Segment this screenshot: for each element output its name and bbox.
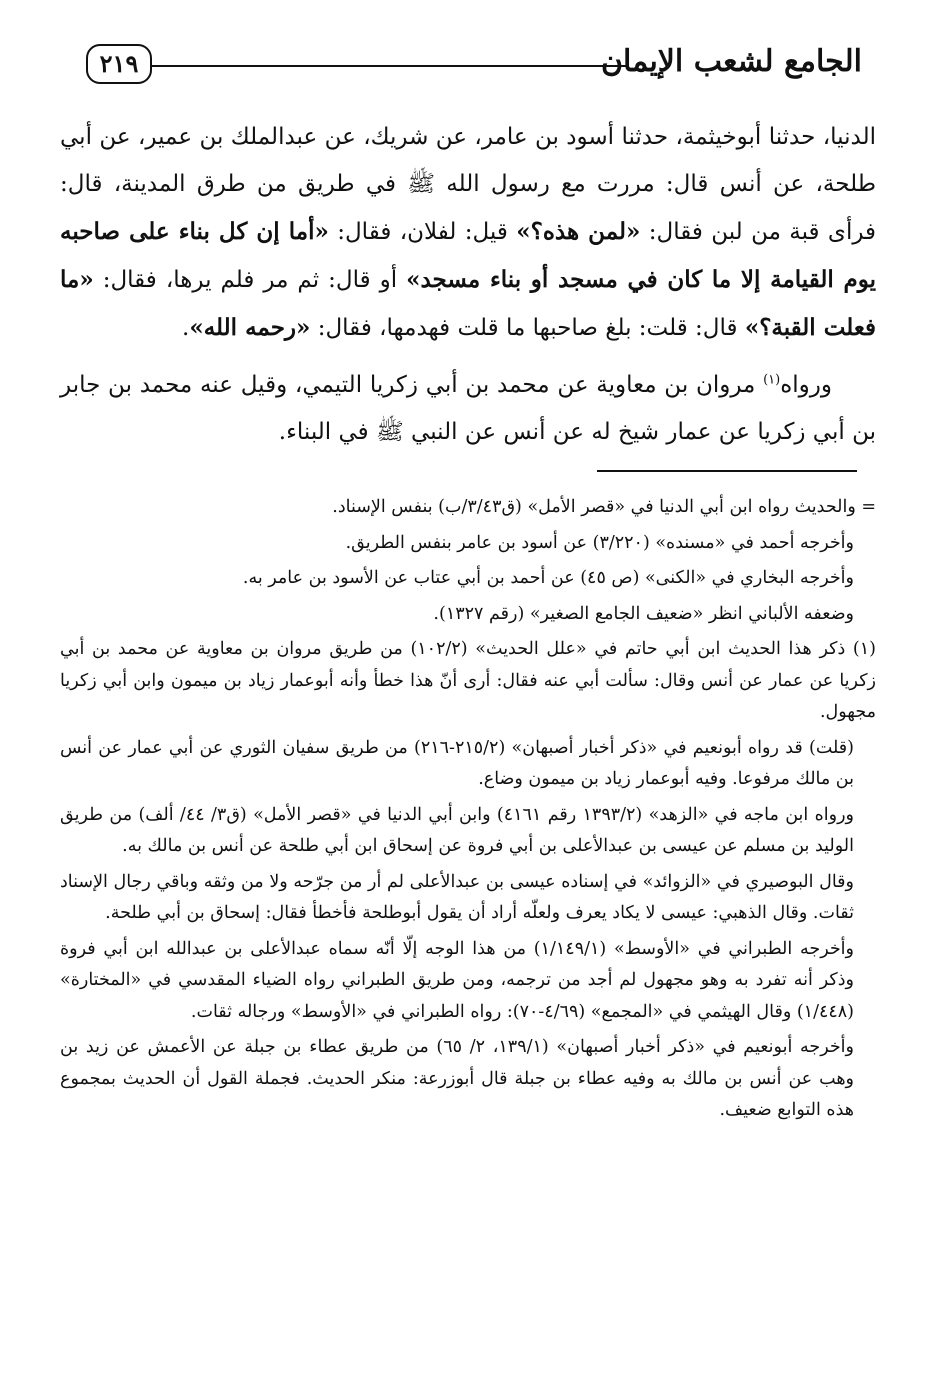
main-paragraph-2 [60, 362, 876, 456]
hadith-quote: «أما إن كل بناء على صاحبه يوم القيامة إلا ما كان في مسجد أو بناء مسجد» [60, 218, 876, 293]
footnote-paragraph: = والحديث رواه ابن أبي الدنيا في «قصر الأمل» (ق٣/٤٣/ب) بنفس الإسناد. [332, 497, 876, 517]
main-text [60, 114, 876, 456]
header-rule [152, 65, 626, 67]
footnote-paragraph: وقال البوصيري في «الزوائد» في إسناده عيسى بن عبدالأعلى لم أر من جرّحه ولا من وثقه وباقي رجال الإسناد ثقات. وقال الذهبي: عيسى لا يكاد يعرف ولعلّه أراد أن يقول أبوطلحة فأخطأ فقال: إسحاق بن أبي طلحة. [60, 871, 854, 923]
footnotes [60, 492, 876, 1131]
footnote-paragraph: وضعفه الألباني انظر «ضعيف الجامع الصغير» (رقم ١٣٢٧). [433, 603, 854, 624]
hadith-quote: «ما فعلت القبة؟» [60, 266, 876, 341]
footnote-paragraph: (١) ذكر هذا الحديث ابن أبي حاتم في «علل الحديث» (١٠٢/٢) من طريق مروان بن معاوية عن محمد بن أبي زكريا عن عمار عن أنس وقال: سألت أبي عنه فقال: أرى أنّ هذا خطأ وأنه أبوعمار زياد بن ميمون وابن أبي زكريا مجهول. [60, 639, 876, 722]
footnote-paragraph: وأخرجه أحمد في «مسنده» (٣/٢٢٠) عن أسود بن عامر بنفس الطريق. [345, 532, 854, 553]
footnote-paragraph: ورواه ابن ماجه في «الزهد» (١٣٩٣/٢ رقم ٤١٦١) وابن أبي الدنيا في «قصر الأمل» (ق٣/ ٤٤/ ألف) من طريق الوليد بن مسلم عن عيسى بن عبدالأعلى بن أبي فروة عن إسحاق ابن أبي طلحة عن أنس بن مالك به. [60, 804, 854, 856]
footnote-paragraph: وأخرجه أبونعيم في «ذكر أخبار أصبهان» (١٣٩/١، ٢/ ٦٥) من طريق عطاء بن جبلة عن الأعمش عن زيد بن وهب عن أنس بن مالك به وفيه عطاء بن جبلة قال أبوزرعة: منكر الحديث. فجملة القول أن الحديث بمجموع هذه التوابع ضعيف. [60, 1037, 854, 1120]
footnote-marker: (١) [763, 372, 781, 388]
narration-text: الدنيا، حدثنا أبوخيثمة، حدثنا أسود بن عامر، عن شريك، عن عبدالملك بن عمير، عن أبي طلحة، عن أنس قال: مررت مع رسول الله ﷺ في طريق من طرق المدينة، قال: فرأى قبة من لبن فقال: [60, 124, 877, 245]
hadith-quote: «لمن هذه؟» [516, 218, 641, 245]
page-header [86, 38, 862, 98]
footnote-paragraph: (قلت) قد رواه أبونعيم في «ذكر أخبار أصبهان» (٢١٥/٢-٢١٦) من طريق سفيان الثوري عن أبي عمار عن أنس بن مالك مرفوعا. وفيه أبوعمار زياد بن ميمون وضاع. [60, 737, 854, 789]
narration-text: أو قال: ثم مر فلم يرها، فقال: [93, 267, 407, 293]
page-number: ٢١٩ [86, 44, 152, 84]
narration-text: مروان بن معاوية عن محمد بن أبي زكريا التيمي، وقيل عنه محمد بن جابر بن أبي زكريا عن عمار شيخ له عن أنس عن النبي ﷺ في البناء. [60, 372, 876, 445]
hadith-quote: «رحمه الله» [189, 314, 311, 341]
narration-text: قيل: لفلان، فقال: [328, 219, 517, 245]
footnote-separator [597, 470, 857, 472]
footnote-paragraph: وأخرجه البخاري في «الكنى» (ص ٤٥) عن أحمد بن أبي عتاب عن الأسود بن عامر به. [242, 568, 854, 588]
narration-text: ورواه [780, 372, 832, 398]
footnote-paragraph: وأخرجه الطبراني في «الأوسط» (١/١٤٩/١) من هذا الوجه إلّا أنّه سماه عبدالأعلى بن عبدالله ابن أبي فروة وذكر أنه تفرد به وهو مجهول لم أجد من ترجمه، ومن طريق الطبراني رواه الضياء المقدسي في «المختارة» (١/٤٤٨) وقال الهيثمي في «المجمع» (٤/٦٩-٧٠): رواه الطبراني في «الأوسط» ورجاله ثقات. [60, 938, 854, 1022]
main-paragraph-1 [60, 114, 876, 352]
narration-text: قال: قلت: بلغ صاحبها ما قلت فهدمها، فقال: [310, 315, 745, 341]
narration-text: . [182, 315, 190, 341]
running-title: الجامع لشعب الإيمان [600, 44, 862, 79]
